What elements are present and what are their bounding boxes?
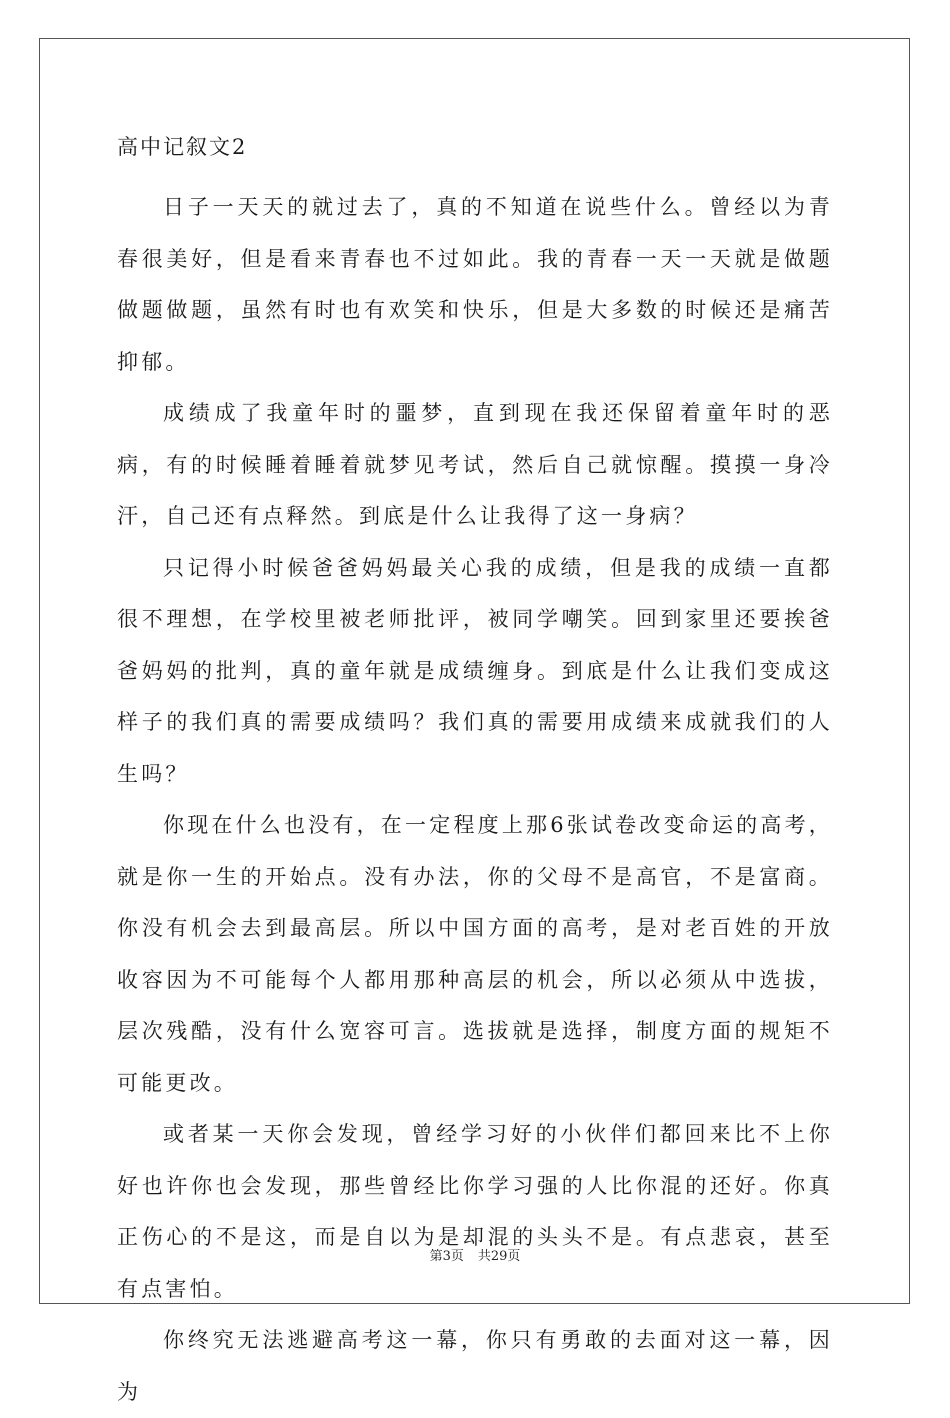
paragraph-3: 只记得小时候爸爸妈妈最关心我的成绩，但是我的成绩一直都很不理想，在学校里被老师批评，被同学嘲笑。回到家里还要挨爸爸妈妈的批判，真的童年就是成绩缠身。到底是什么让我们变成这样子的我们真的需要成绩吗？我们真的需要用成绩来成就我们的人生吗？ xyxy=(117,555,833,786)
paragraph-6: 你终究无法逃避高考这一幕，你只有勇敢的去面对这一幕，因为 xyxy=(117,1328,833,1404)
document-title: 高中记叙文2 xyxy=(117,135,248,159)
page-footer xyxy=(0,1248,950,1266)
page-number: 第3页 xyxy=(429,1249,464,1264)
paragraph-2: 成绩成了我童年时的噩梦，直到现在我还保留着童年时的恶病，有的时候睡着睡着就梦见考试，然后自己就惊醒。摸摸一身冷汗，自己还有点释然。到底是什么让我得了这一身病？ xyxy=(117,401,833,528)
paragraph-4: 你现在什么也没有，在一定程度上那6张试卷改变命运的高考，就是你一生的开始点。没有办法，你的父母不是高官，不是富商。你没有机会去到最高层。所以中国方面的高考，是对老百姓的开放收容因为不可能每个人都用那种高层的机会，所以必须从中选拔，层次残酷，没有什么宽容可言。选拔就是选择，制度方面的规矩不可能更改。 xyxy=(117,813,833,1095)
document-body xyxy=(117,131,833,1418)
paragraph-1: 日子一天天的就过去了，真的不知道在说些什么。曾经以为青春很美好，但是看来青春也不过如此。我的青春一天一天就是做题做题做题，虽然有时也有欢笑和快乐，但是大多数的时候还是痛苦抑郁。 xyxy=(117,195,833,374)
paragraph-5: 或者某一天你会发现，曾经学习好的小伙伴们都回来比不上你好也许你也会发现，那些曾经比你学习强的人比你混的还好。你真正伤心的不是这，而是自以为是却混的头头不是。有点悲哀，甚至有点害怕。 xyxy=(117,1122,833,1301)
page-total: 共29页 xyxy=(477,1249,521,1264)
